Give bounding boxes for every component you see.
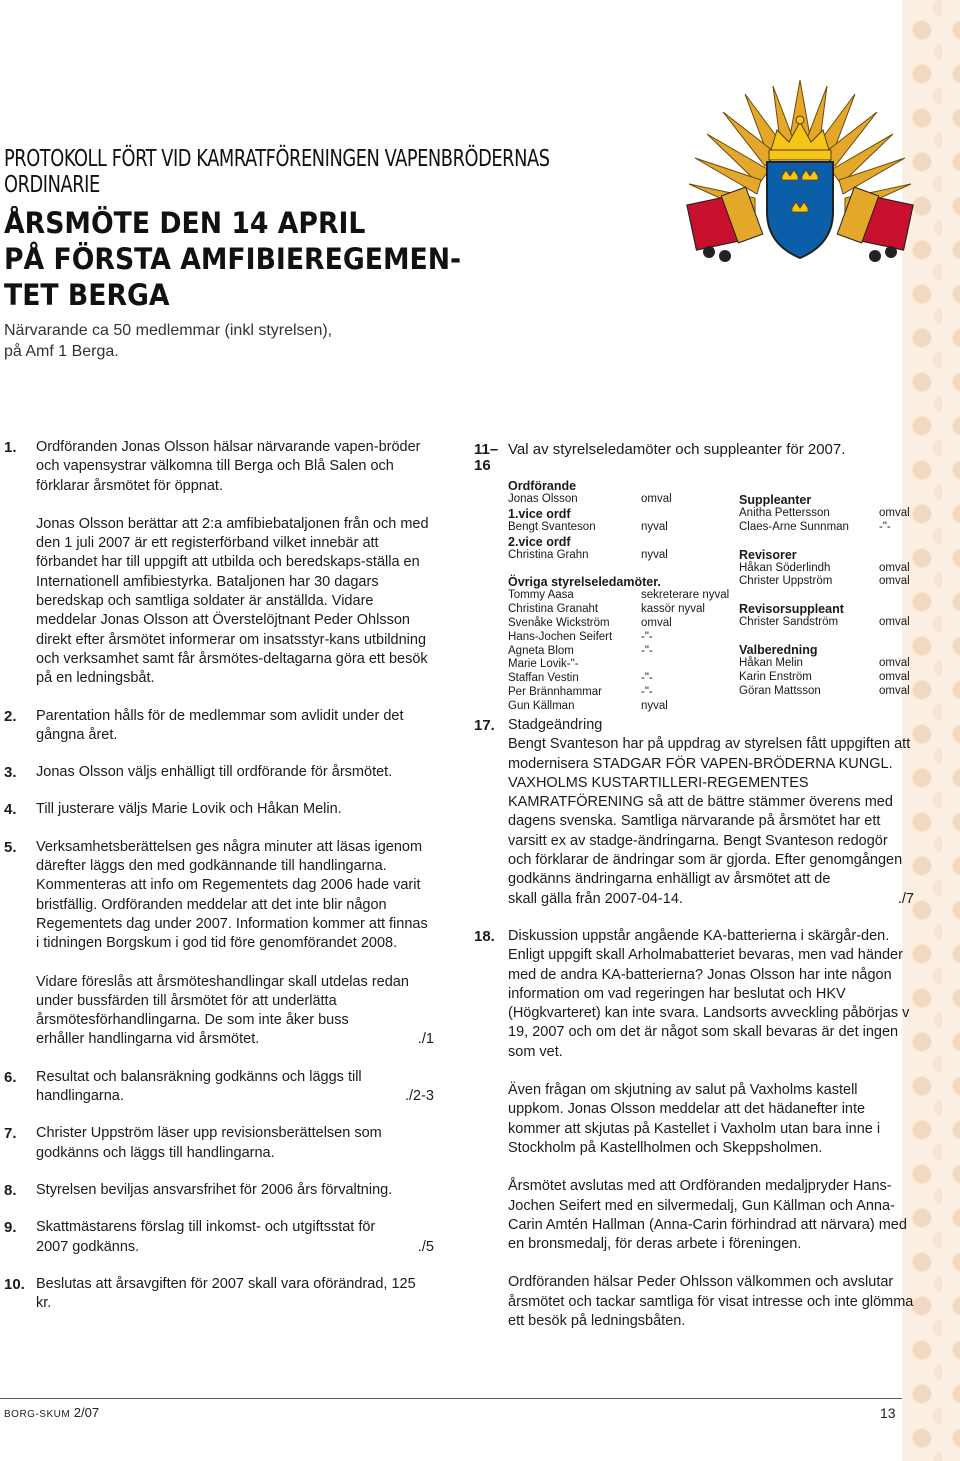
elected-person-row <box>508 672 733 686</box>
agenda-paragraph: Resultat och balansräkning godkänns och läggs till <box>36 1068 362 1085</box>
agenda-item-text <box>36 707 434 746</box>
elections-number: 11– <box>474 441 499 458</box>
agenda-item <box>4 707 434 746</box>
person-name: Christer Uppström <box>739 575 833 588</box>
list-spacer <box>508 562 733 575</box>
person-name: Agneta Blom <box>508 644 574 657</box>
election-status: -"- <box>641 672 653 685</box>
agenda-paragraph: Vidare föreslås att årsmöteshandlingar skall utdelas redan under bussfärden till årsmötet för att underlätta årsmötesförhandlingarna. De som inte åker buss <box>36 973 409 1029</box>
election-status: omval <box>879 670 910 683</box>
person-name: Marie Lovik-"- <box>508 658 579 671</box>
paragraph-gap <box>36 496 434 515</box>
elected-person-row <box>508 589 733 603</box>
agenda-item-text <box>36 763 434 782</box>
list-spacer <box>739 630 919 643</box>
elected-person-row <box>508 631 733 645</box>
election-status: nyval <box>641 520 668 533</box>
election-status: -"- <box>879 520 891 533</box>
agenda-paragraph: Även frågan om skjutning av salut på Vaxholms kastell uppkom. Jonas Olsson meddelar att det hädanefter inte kommer att skjutas på Kastellet i Vaxholm utan bara inne i Stockholm på Kastellholmen och Skeppsholmen. <box>508 1082 881 1156</box>
office-title: 2.vice ordf <box>508 534 571 549</box>
election-status: omval <box>879 561 910 574</box>
elected-person-row <box>508 658 733 672</box>
agenda-item <box>4 800 434 819</box>
agenda-last-line <box>508 890 914 909</box>
agenda-item-text <box>36 1181 434 1200</box>
agenda-item <box>4 838 434 1050</box>
agenda-item-text <box>508 716 914 909</box>
election-status: nyval <box>641 699 668 712</box>
agenda-paragraph: Kommenteras att info om Regementets dag 2006 hade varit bristfällig. Ordföranden meddelar att det inte blir någon Regementets dag under 2007. Information kommer att finnas i tidningen Borgskum i god tid före genomförandet 2008. <box>36 877 428 952</box>
attendance-note <box>4 320 404 362</box>
agenda-last-line-text: 2007 godkänns. <box>36 1238 140 1255</box>
person-name: Karin Enström <box>739 670 812 683</box>
paragraph-gap <box>508 1158 914 1177</box>
agenda-paragraph: Jonas Olsson berättar att 2:a amfibiebataljonen från och med den 1 juli 2007 är ett registerförband vilket innebär att förbandet har till uppgift att utbilda och beredskaps-ställa en Internationell amfibiestyrka. Bataljonen har 30 dagars beredskap och samtliga soldater är anställda. Vidare meddelar Jonas Olsson att Överstelöjtnant Peder Ohlsson direkt efter årsmötet informerar om insatsstyr-kans utbildning och verksamhet samt får årsmötes-deltagarna göra ett besök på en ledningsbåt. <box>36 515 429 687</box>
elected-person-row <box>508 686 733 700</box>
agenda-last-line-text: erhåller handlingarna vid årsmötet. <box>36 1031 260 1048</box>
agenda-item-number: 17. <box>474 717 495 734</box>
election-status: nyval <box>641 548 668 561</box>
election-status: sekreterare nyval <box>641 589 730 602</box>
person-name: Staffan Vestin <box>508 672 579 685</box>
agenda-item-number: 3. <box>4 764 17 782</box>
agenda-item-number: 10. <box>4 1275 25 1293</box>
person-name: Bengt Svanteson <box>508 520 596 533</box>
agenda-last-line-text: handlingarna. <box>36 1088 124 1105</box>
agenda-item-number: 4. <box>4 801 17 819</box>
agenda-paragraph: Jonas Olsson väljs enhälligt till ordförande för årsmötet. <box>36 764 393 781</box>
agenda-item-number: 2. <box>4 707 17 725</box>
person-name: Per Brännhammar <box>508 685 602 698</box>
paragraph-gap <box>508 1254 914 1273</box>
agenda-last-line <box>36 1238 434 1257</box>
agenda-item-number: 18. <box>474 927 495 945</box>
person-name: Tommy Aasa <box>508 589 574 602</box>
attachment-reference: ./5 <box>417 1238 434 1255</box>
person-name: Christina Granaht <box>508 603 599 616</box>
headline-line-3: TET BERGA <box>4 278 170 312</box>
agenda-paragraph: Ordföranden Jonas Olsson hälsar närvarande vapen-bröder och vapensystrar välkomna till Berga och Blå Salen och förklarar årsmötet för öppnat. <box>36 439 421 494</box>
headline <box>4 205 482 313</box>
page-header-title: PROTOKOLL FÖRT VID KAMRATFÖRENINGEN VAPENBRÖDERNAS ORDINARIE <box>4 146 550 198</box>
person-name: Göran Mattsson <box>739 684 821 697</box>
elections-grid <box>474 457 914 712</box>
agenda-paragraph: Bengt Svanteson har på uppdrag av styrelsen fått uppgiften att modernisera STADGAR FÖR VAPEN-BRÖDERNA KUNGL. VAXHOLMS KUSTARTILLERI-REGEMENTES KAMRATFÖRENING så att de bättre stämmer överens med dagens svenska. Samtliga närvarande på årsmötet har ett varsitt ex av stadge-ändringarna. Bengt Svanteson redogör och förklarar de ändringar som är gjorda. Efter genomgången godkänns ändringarna enhälligt av årsmötet att de <box>508 736 911 888</box>
office-title: Ordförande <box>508 479 577 493</box>
office-title: Revisorer <box>739 547 797 562</box>
elected-person-row <box>508 603 733 617</box>
agenda-item <box>4 1124 434 1163</box>
headline-line-1: ÅRSMÖTE DEN 14 APRIL <box>4 206 366 240</box>
agenda-item <box>4 438 434 689</box>
person-name: Håkan Söderlindh <box>739 561 831 574</box>
paragraph-gap <box>508 1062 914 1081</box>
elected-person-row <box>508 493 733 507</box>
elections-board-list <box>508 479 733 714</box>
elected-person-row <box>508 700 733 714</box>
agenda-item <box>474 927 914 1331</box>
agenda-item-text <box>36 1218 434 1257</box>
attachment-reference: ./1 <box>417 1031 434 1048</box>
person-name: Claes-Arne Sunnman <box>739 520 849 533</box>
person-name: Gun Källman <box>508 699 575 712</box>
paragraph-gap <box>36 954 434 973</box>
office-title: Övriga styrelseledamöter. <box>508 575 661 590</box>
agenda-item-number: 8. <box>4 1181 17 1199</box>
list-spacer <box>739 535 919 548</box>
agenda-item-number: 5. <box>4 838 17 856</box>
elected-person-row <box>739 616 919 630</box>
agenda-item-number: 6. <box>4 1068 17 1086</box>
issue-number: 2/07 <box>73 1405 100 1420</box>
agenda-paragraph: Christer Uppström läser upp revisionsberättelsen som godkänns och läggs till handlingarna. <box>36 1125 382 1161</box>
elected-person-row <box>739 507 919 521</box>
right-column-items <box>474 716 914 1349</box>
election-status: omval <box>879 575 910 588</box>
attachment-reference: ./2-3 <box>404 1088 434 1105</box>
elections-heading: Val av styrelseledamöter och suppleanter för 2007. <box>508 441 846 458</box>
footer-publication <box>4 1405 99 1420</box>
agenda-paragraph: Stadgeändring <box>508 717 603 733</box>
agenda-item-text <box>36 800 434 819</box>
agenda-paragraph: Beslutas att årsavgiften för 2007 skall vara oförändrad, 125 kr. <box>36 1275 416 1312</box>
elections-number-2: 16 <box>474 457 491 474</box>
headline-line-2: PÅ FÖRSTA AMFIBIEREGEMEN- <box>4 242 462 276</box>
person-name: Håkan Melin <box>739 656 803 669</box>
list-spacer <box>739 589 919 602</box>
regiment-emblem-icon <box>685 72 915 272</box>
election-status: kassör nyval <box>641 603 705 616</box>
agenda-paragraph: Verksamhetsberättelsen ges några minuter att läsas igenom därefter läggs den med godkännande till handlingarna. <box>36 838 423 875</box>
office-title: Revisorsuppleant <box>739 602 844 617</box>
election-status: omval <box>641 493 672 505</box>
elections-block <box>474 440 914 712</box>
agenda-item <box>4 1275 434 1314</box>
person-name: Christer Sandström <box>739 616 839 629</box>
elected-person-row <box>508 617 733 631</box>
elected-person-row <box>739 521 919 535</box>
elected-person-row <box>739 562 919 576</box>
left-column <box>4 438 434 1331</box>
election-status: omval <box>879 656 910 669</box>
agenda-last-line-text: skall gälla från 2007-04-14. <box>508 890 683 907</box>
agenda-item <box>474 716 914 909</box>
elected-person-row <box>508 549 733 563</box>
elected-person-row <box>739 671 919 685</box>
election-status: omval <box>879 684 910 697</box>
agenda-item-number: 1. <box>4 439 17 456</box>
elections-deputies-list <box>739 493 919 698</box>
page-number: 13 <box>880 1405 896 1421</box>
elected-person-row <box>739 657 919 671</box>
elected-person-row <box>508 645 733 659</box>
agenda-paragraph: Ordföranden hälsar Peder Ohlsson välkommen och avslutar årsmötet och tackar samtliga för visat intresse och inte glömma ett besök på ledningsbåten. <box>508 1274 914 1330</box>
agenda-item-text <box>36 838 434 1050</box>
agenda-item-text <box>36 1124 434 1163</box>
agenda-paragraph: Till justerare väljs Marie Lovik och Håkan Melin. <box>36 801 342 818</box>
agenda-item-text <box>508 927 914 1331</box>
agenda-item <box>4 1181 434 1200</box>
attendance-line-1: Närvarande ca 50 medlemmar (inkl styrelsen), <box>4 322 333 339</box>
person-name: Jonas Olsson <box>508 493 578 505</box>
agenda-paragraph: Styrelsen beviljas ansvarsfrihet för 2006 års förvaltning. <box>36 1181 393 1198</box>
elections-heading-row <box>474 440 914 459</box>
agenda-paragraph: Diskussion uppstår angående KA-batterierna i skärgår-den. Enligt uppgift skall Arholmabatteriet bevaras, men vad händer med de andra KA-batterierna? Jonas Olsson har inte någon information om vad regeringen har beslutat och HKV (Högkvarteret) kan inte svara. Landsorts avveckling påbörjas v 19, 2007 och om det är något som skall bevaras är det ingen som vet. <box>508 927 910 1060</box>
office-title: Suppleanter <box>739 493 812 507</box>
attendance-line-2: på Amf 1 Berga. <box>4 343 119 360</box>
election-status: omval <box>879 616 910 629</box>
election-status <box>641 658 733 672</box>
agenda-item-number: 9. <box>4 1219 17 1237</box>
agenda-paragraph: Skattmästarens förslag till inkomst- och utgiftsstat för <box>36 1219 376 1236</box>
election-status: -"- <box>641 685 653 698</box>
agenda-item-text <box>36 438 434 689</box>
agenda-item-text <box>36 1068 434 1107</box>
person-name: Anitha Pettersson <box>739 507 830 519</box>
office-title: Valberedning <box>739 642 818 657</box>
agenda-item <box>4 1218 434 1257</box>
elected-person-row <box>739 575 919 589</box>
publication-name: BORG-SKUM <box>4 1409 71 1420</box>
election-status: omval <box>879 507 910 519</box>
agenda-paragraph: Årsmötet avslutas med att Ordföranden medaljpryder Hans-Jochen Seifert med en silvermedalj, Gun Källman och Anna-Carin Amtén Hallman (Anna-Carin förhindrad att närvara) med en bronsmedalj, för deras arbete i föreningen. <box>508 1178 907 1253</box>
agenda-paragraph: Parentation hålls för de medlemmar som avlidit under det gångna året. <box>36 707 404 743</box>
attachment-reference: ./7 <box>897 890 914 907</box>
person-name: Hans-Jochen Seifert <box>508 630 613 643</box>
election-status: -"- <box>641 644 653 657</box>
elected-person-row <box>508 521 733 535</box>
agenda-item <box>4 1068 434 1107</box>
footer-divider <box>0 1398 902 1399</box>
agenda-item-number: 7. <box>4 1125 17 1143</box>
agenda-last-line <box>36 1087 434 1106</box>
person-name: Christina Grahn <box>508 548 589 561</box>
election-status: -"- <box>641 630 653 643</box>
elected-person-row <box>739 685 919 699</box>
election-status: omval <box>641 616 672 629</box>
agenda-item-text <box>36 1275 434 1314</box>
office-title: 1.vice ordf <box>508 506 571 521</box>
agenda-last-line <box>36 1030 434 1049</box>
agenda-item <box>4 763 434 782</box>
person-name: Svenåke Wickström <box>508 616 610 629</box>
